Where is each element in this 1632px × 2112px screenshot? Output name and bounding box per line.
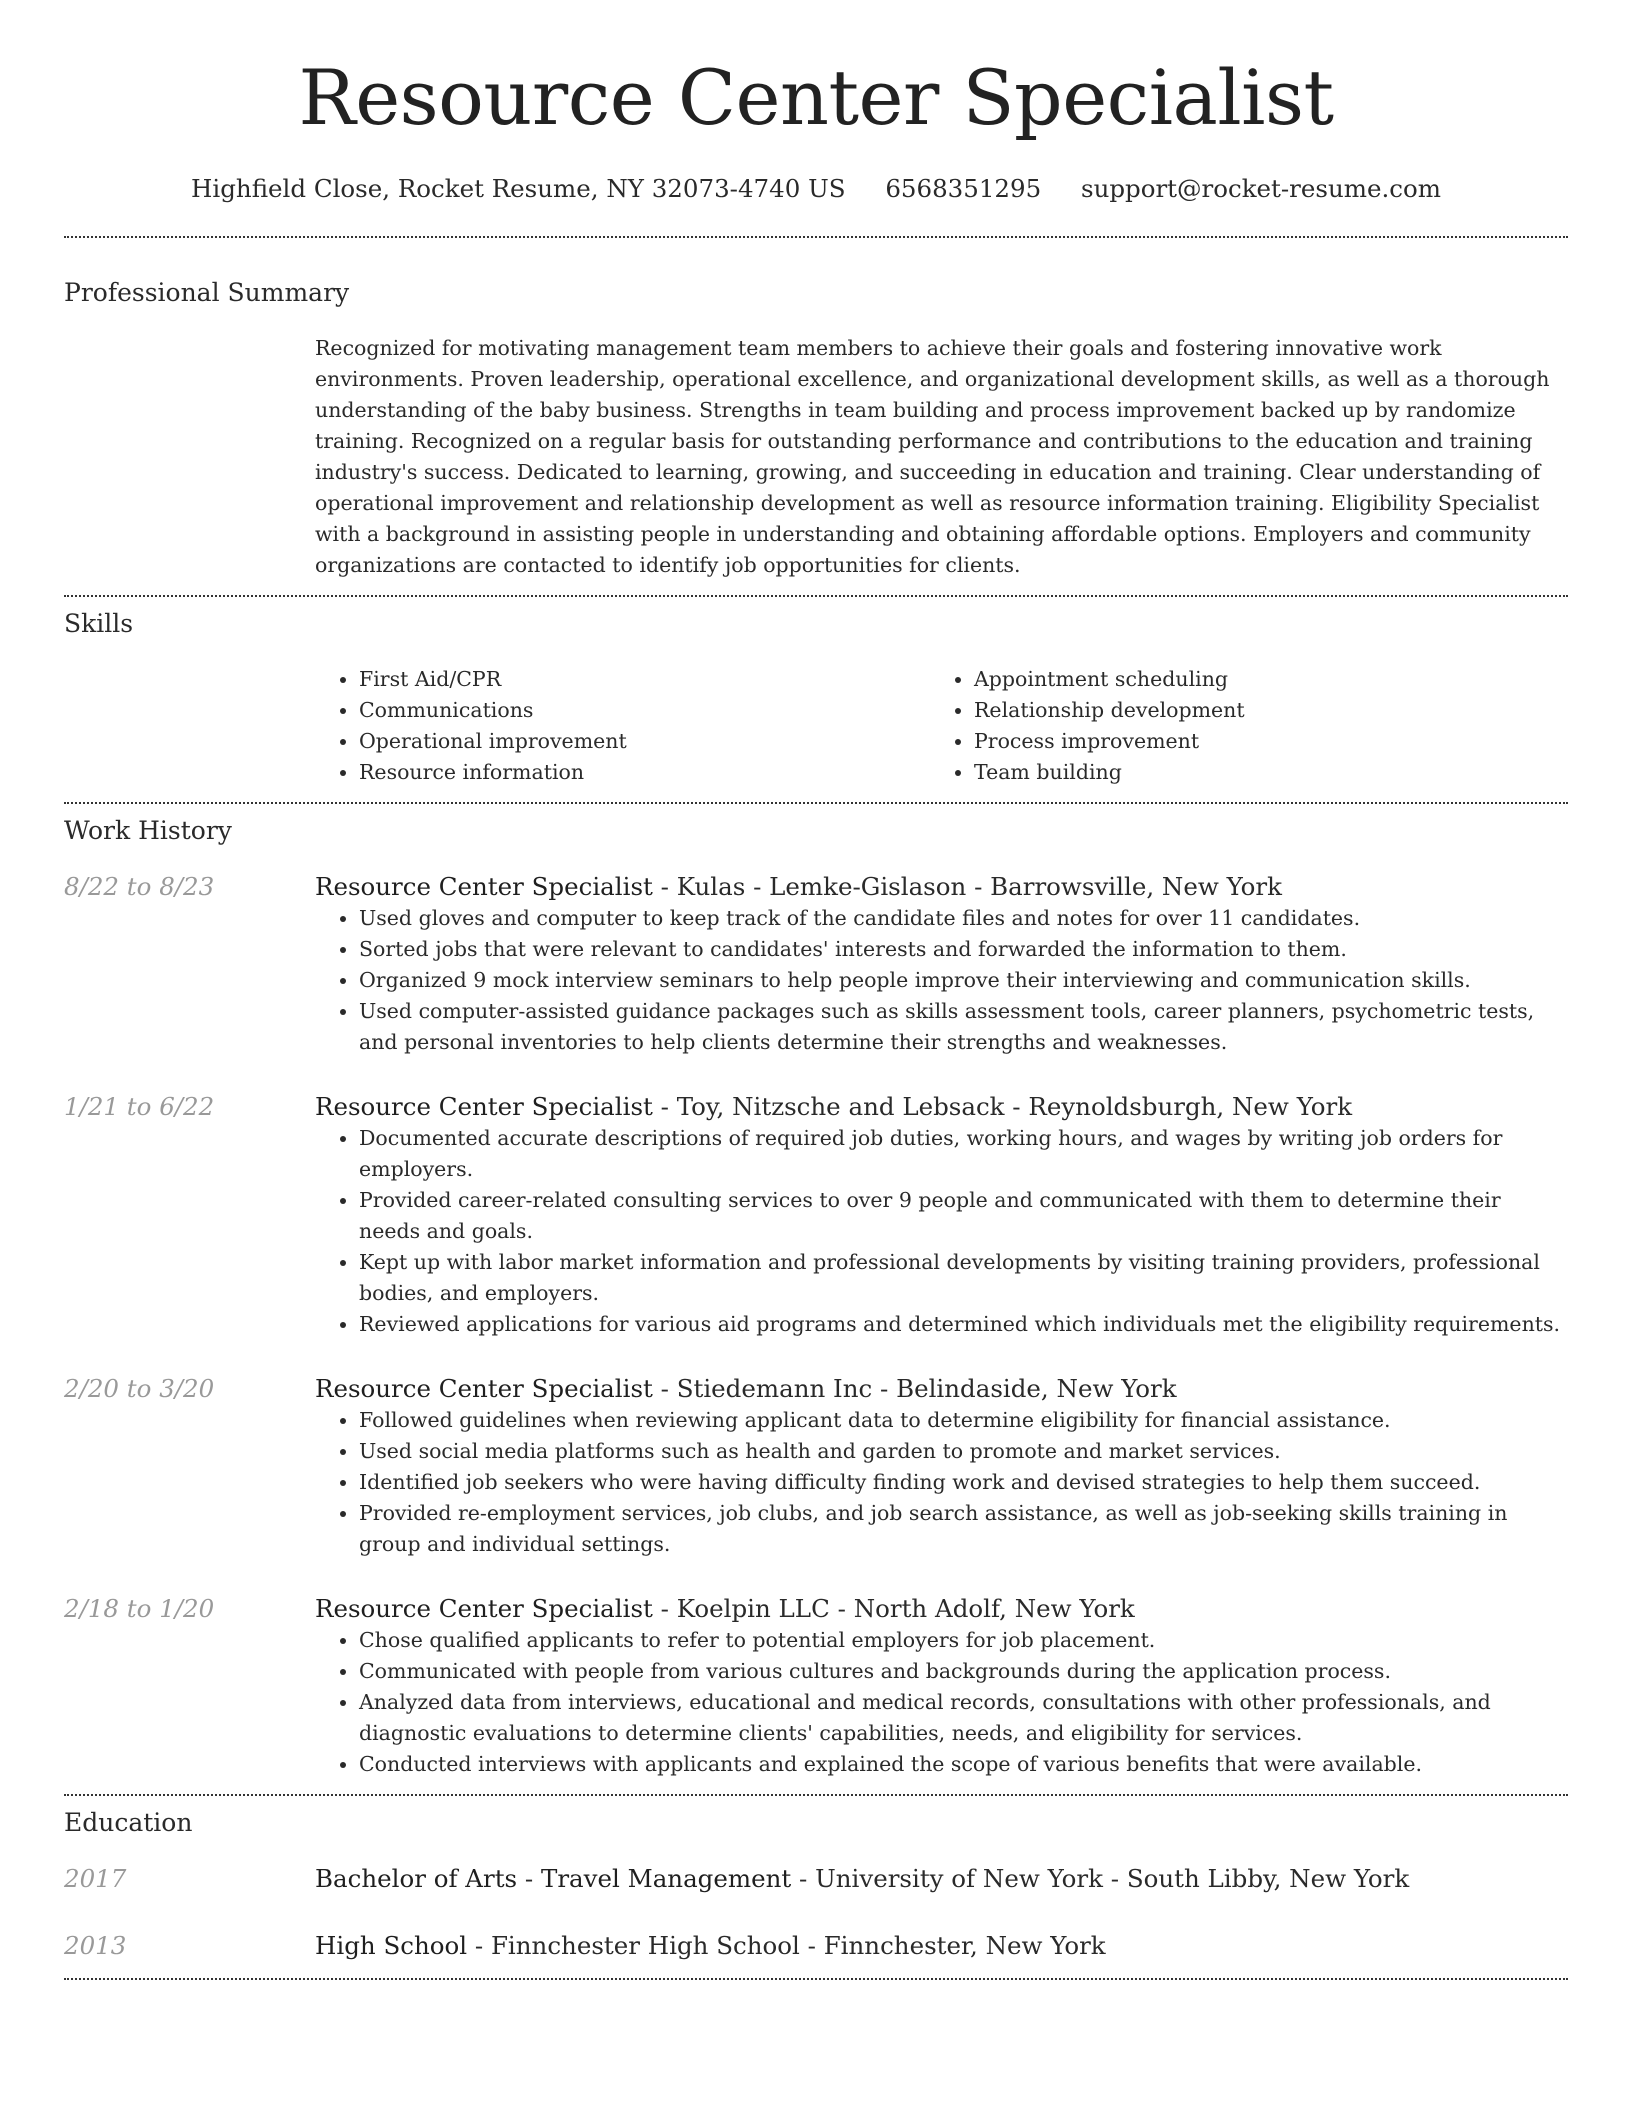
- job-dates: 8/22 to 8/23: [64, 872, 215, 901]
- education-year: 2017: [64, 1864, 127, 1893]
- job-company: Kulas - Lemke-Gislason: [676, 872, 967, 901]
- job-company: Toy, Nitzsche and Lebsack: [676, 1092, 1005, 1121]
- job-bullet: • Used computer-assisted guidance packages such as skills assessment tools, career planners, psychometric tests, and personal inventories to help clients determine their strengths and weaknesses.: [359, 996, 1568, 1058]
- skill-item: • Communications: [359, 695, 930, 726]
- job-bullet: • Followed guidelines when reviewing applicant data to determine eligibility for financial assistance.: [359, 1405, 1568, 1436]
- job-entry: [64, 871, 1568, 1058]
- divider: [64, 236, 1568, 238]
- job-dates: 2/20 to 3/20: [64, 1374, 215, 1403]
- section-title-education: Education: [64, 1808, 193, 1837]
- job-bullets: [64, 1123, 1568, 1340]
- job-heading: Resource Center Specialist - Koelpin LLC - North Adolf, New York: [315, 1594, 1135, 1623]
- education-entry: [64, 1930, 1568, 1962]
- job-bullet: • Analyzed data from interviews, educational and medical records, consultations with other professionals, and diagnostic evaluations to determine clients' capabilities, needs, and eligibility for services.: [359, 1687, 1568, 1749]
- job-bullet: • Communicated with people from various cultures and backgrounds during the application process.: [359, 1656, 1568, 1687]
- divider: [64, 1978, 1568, 1980]
- contact-address: Highfield Close, Rocket Resume, NY 32073-4740 US: [191, 174, 846, 203]
- job-bullet: • Provided re-employment services, job clubs, and job search assistance, as well as job-seeking skills training in group and individual settings.: [359, 1498, 1568, 1560]
- skills-column-left: [315, 664, 930, 788]
- section-title-summary: Professional Summary: [64, 278, 350, 307]
- education-location: South Libby, New York: [1126, 1864, 1410, 1893]
- job-role: Resource Center Specialist: [315, 1092, 653, 1121]
- job-dates: 2/18 to 1/20: [64, 1594, 215, 1623]
- skill-item: • Operational improvement: [359, 726, 930, 757]
- skills-list: [315, 664, 1568, 788]
- education-year: 2013: [64, 1931, 127, 1960]
- education-school: Finnchester High School: [490, 1931, 800, 1960]
- job-location: North Adolf, New York: [853, 1594, 1135, 1623]
- job-entry: [64, 1593, 1568, 1780]
- education-field: Travel Management: [540, 1864, 792, 1893]
- job-location: Belindaside, New York: [896, 1374, 1177, 1403]
- divider: [64, 1794, 1568, 1796]
- skill-item: • First Aid/CPR: [359, 664, 930, 695]
- education-entry: [64, 1863, 1568, 1895]
- contact-line: [64, 174, 1568, 203]
- job-bullet: • Conducted interviews with applicants and explained the scope of various benefits that were available.: [359, 1749, 1568, 1780]
- skill-item: • Relationship development: [974, 695, 1545, 726]
- job-role: Resource Center Specialist: [315, 1594, 653, 1623]
- job-role: Resource Center Specialist: [315, 872, 653, 901]
- job-company: Stiedemann Inc: [676, 1374, 873, 1403]
- job-role: Resource Center Specialist: [315, 1374, 653, 1403]
- job-bullet: • Kept up with labor market information and professional developments by visiting training providers, professional bodies, and employers.: [359, 1247, 1568, 1309]
- education-heading: High School - Finnchester High School - Finnchester, New York: [315, 1931, 1106, 1960]
- job-bullet: • Documented accurate descriptions of required job duties, working hours, and wages by writing job orders for employers.: [359, 1123, 1568, 1185]
- job-dates: 1/21 to 6/22: [64, 1092, 215, 1121]
- divider: [64, 595, 1568, 597]
- job-location: Reynoldsburgh, New York: [1028, 1092, 1353, 1121]
- job-bullet: • Sorted jobs that were relevant to candidates' interests and forwarded the information to them.: [359, 934, 1568, 965]
- skill-item: • Process improvement: [974, 726, 1545, 757]
- contact-phone: 6568351295: [885, 174, 1042, 203]
- section-title-skills: Skills: [64, 609, 134, 638]
- job-location: Barrowsville, New York: [990, 872, 1282, 901]
- job-entry: [64, 1373, 1568, 1560]
- section-title-work-history: Work History: [64, 816, 232, 845]
- job-company: Koelpin LLC: [676, 1594, 830, 1623]
- job-bullet: • Used gloves and computer to keep track of the candidate files and notes for over 11 candidates.: [359, 903, 1568, 934]
- education-location: Finnchester, New York: [823, 1931, 1106, 1960]
- resume-name: Resource Center Specialist: [298, 53, 1334, 142]
- contact-email[interactable]: support@rocket-resume.com: [1081, 174, 1441, 203]
- job-bullet: • Provided career-related consulting services to over 9 people and communicated with them to determine their needs and goals.: [359, 1185, 1568, 1247]
- job-bullets: [64, 903, 1568, 1058]
- job-bullets: [64, 1625, 1568, 1780]
- education-school: University of New York: [815, 1864, 1103, 1893]
- divider: [64, 802, 1568, 804]
- job-bullet: • Chose qualified applicants to refer to potential employers for job placement.: [359, 1625, 1568, 1656]
- summary-text: Recognized for motivating management team members to achieve their goals and fostering innovative work environments. Proven leadership, operational excellence, and organizational development skills, as well as a thorough understanding of the baby business. Strengths in team building and process improvement backed up by randomize training. Recognized on a regular basis for outstanding performance and contributions to the education and training industry's success. Dedicated to learning, growing, and succeeding in education and training. Clear understanding of operational improvement and relationship development as well as resource information training. Eligibility Specialist with a background in assisting people in understanding and obtaining affordable options. Employers and community organizations are contacted to identify job opportunities for clients.: [315, 336, 1550, 577]
- job-bullet: • Used social media platforms such as health and garden to promote and market services.: [359, 1436, 1568, 1467]
- job-entry: [64, 1091, 1568, 1340]
- job-bullet: • Organized 9 mock interview seminars to help people improve their interviewing and communication skills.: [359, 965, 1568, 996]
- education-degree: High School: [315, 1931, 468, 1960]
- job-heading: Resource Center Specialist - Toy, Nitzsche and Lebsack - Reynoldsburgh, New York: [315, 1092, 1353, 1121]
- job-bullet: • Reviewed applications for various aid programs and determined which individuals met the eligibility requirements.: [359, 1309, 1568, 1340]
- education-degree: Bachelor of Arts: [315, 1864, 518, 1893]
- job-bullet: • Identified job seekers who were having difficulty finding work and devised strategies to help them succeed.: [359, 1467, 1568, 1498]
- skill-item: • Team building: [974, 757, 1545, 788]
- education-heading: Bachelor of Arts - Travel Management - University of New York - South Libby, New York: [315, 1864, 1410, 1893]
- job-bullets: [64, 1405, 1568, 1560]
- skills-column-right: [930, 664, 1545, 788]
- skill-item: • Resource information: [359, 757, 930, 788]
- job-heading: Resource Center Specialist - Kulas - Lemke-Gislason - Barrowsville, New York: [315, 872, 1282, 901]
- job-heading: Resource Center Specialist - Stiedemann Inc - Belindaside, New York: [315, 1374, 1177, 1403]
- skill-item: • Appointment scheduling: [974, 664, 1545, 695]
